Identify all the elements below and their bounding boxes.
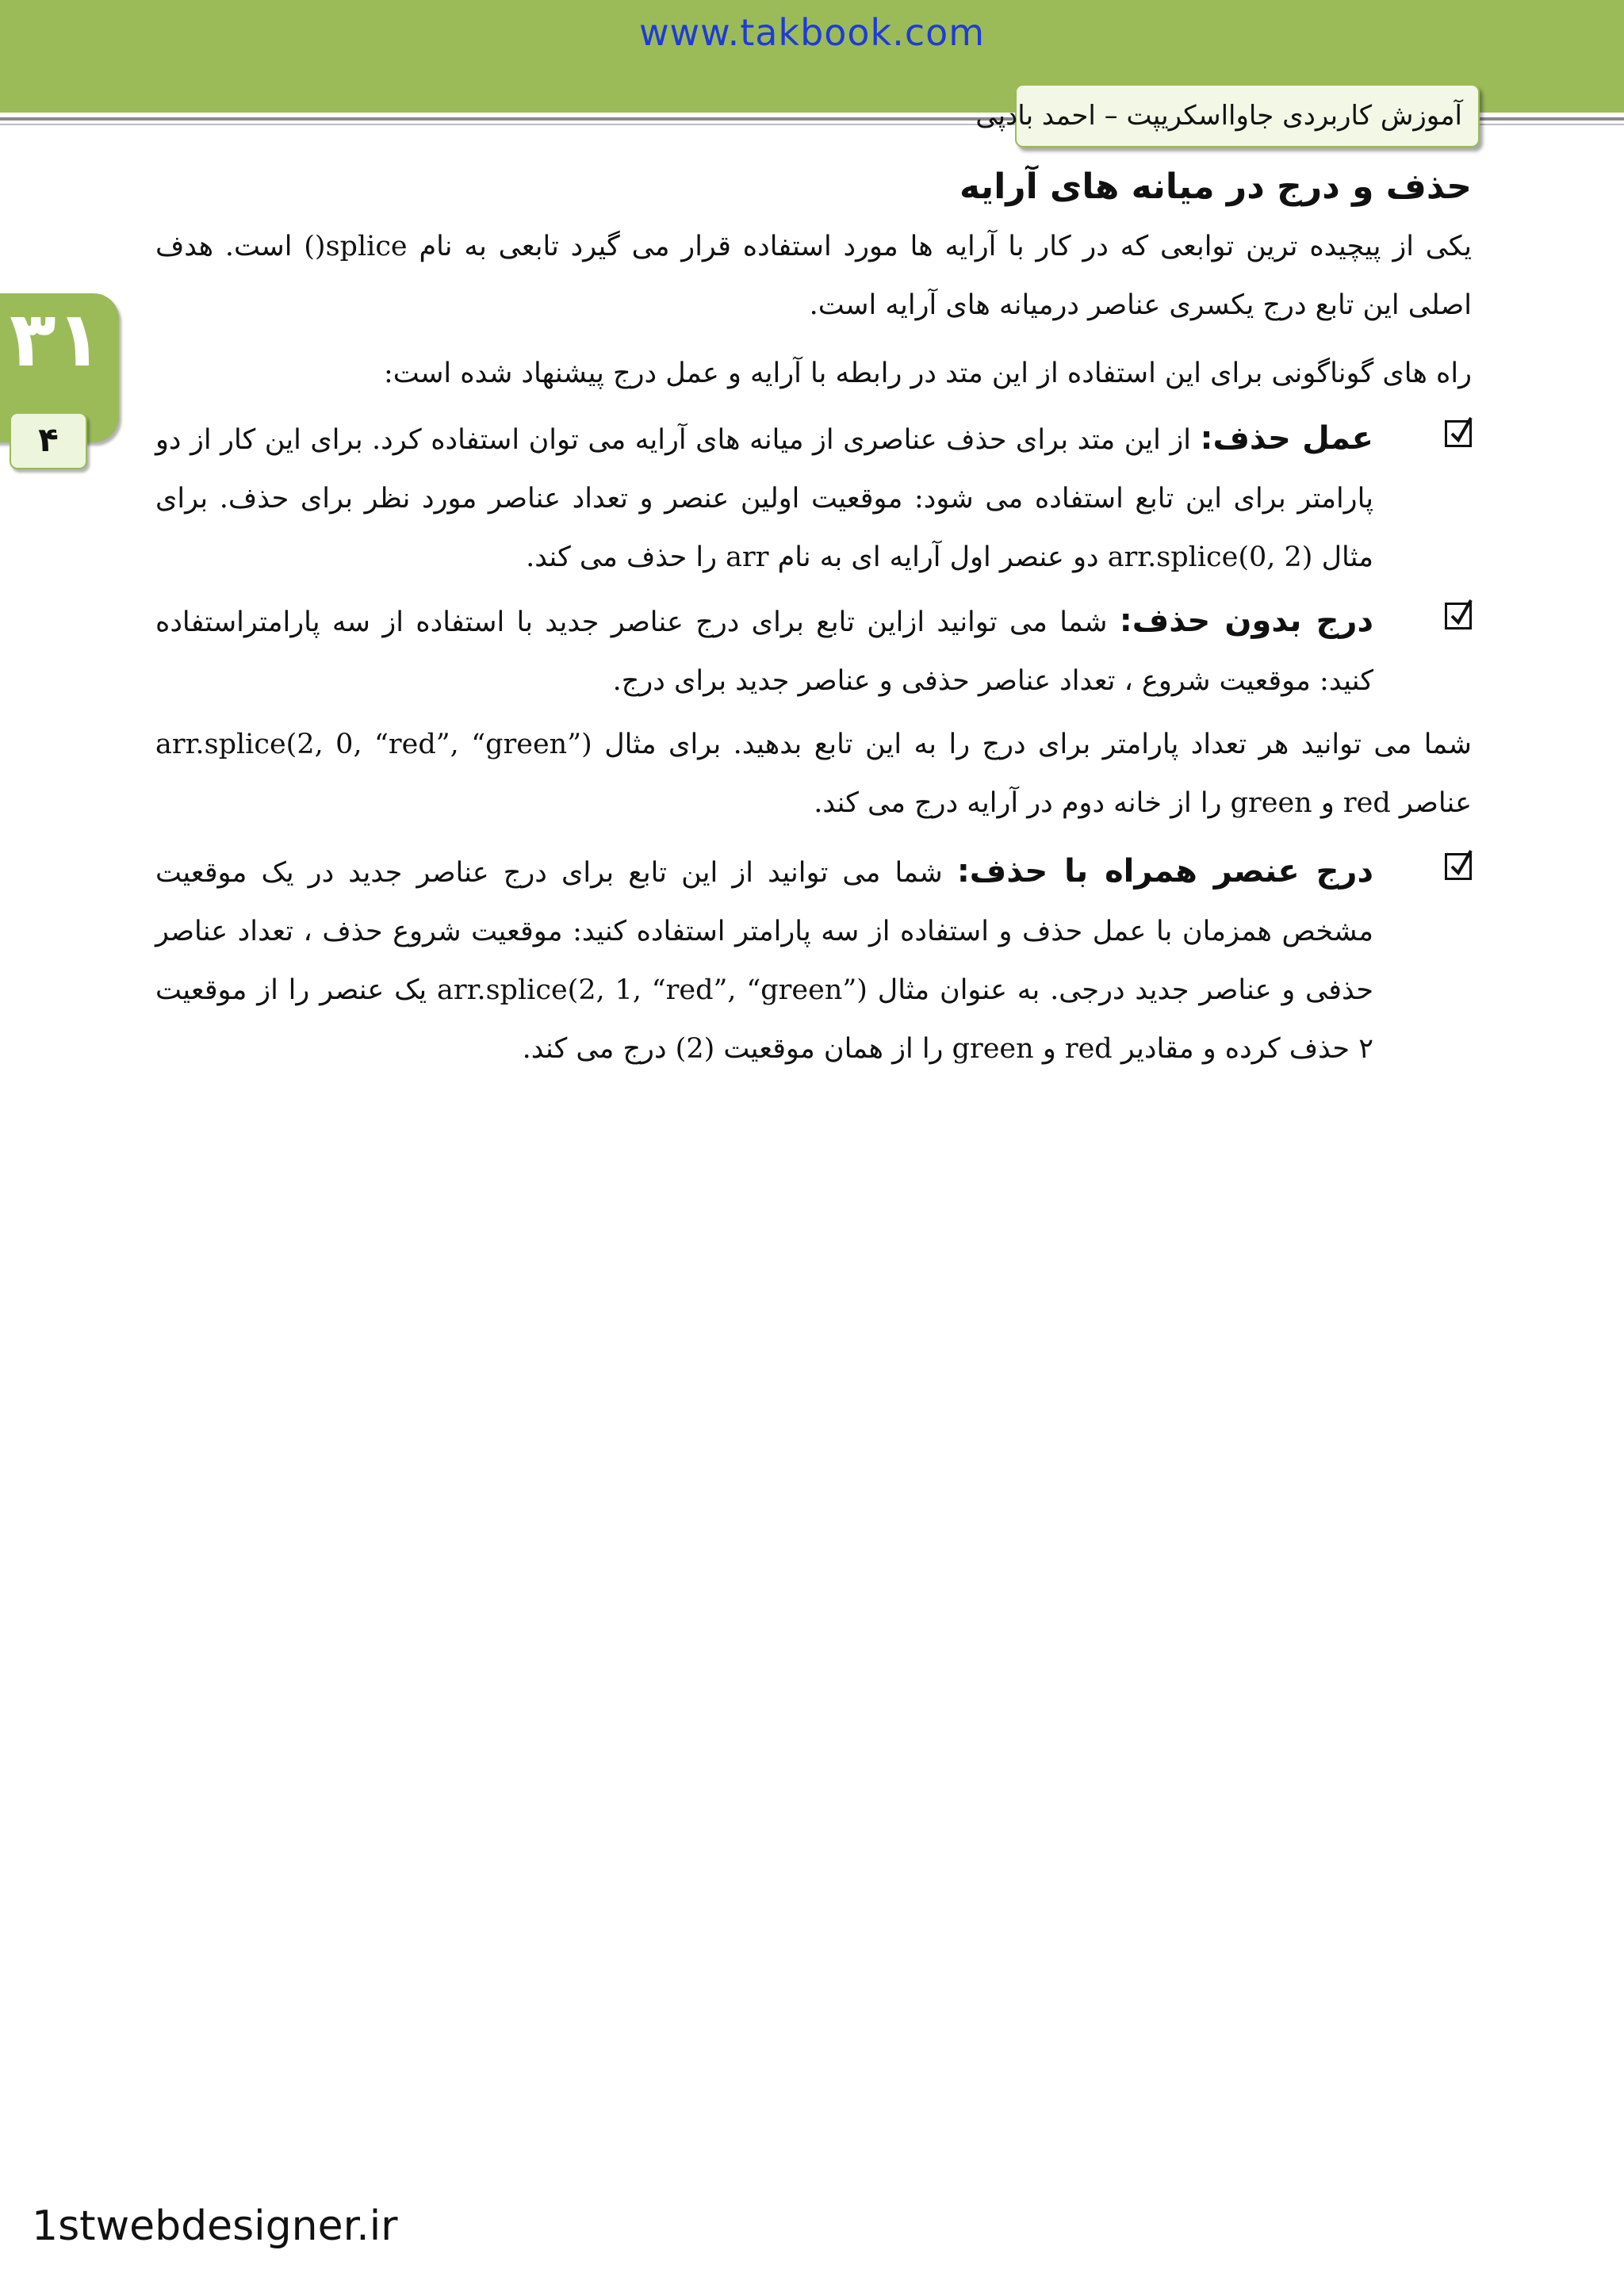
book-title: آموزش کاربردی جاوااسکریپت – احمد بادپی bbox=[975, 100, 1462, 132]
checkbox-checked-icon bbox=[1445, 420, 1472, 447]
intro-paragraph: یکی از پیچیده ترین توابعی که در کار با آرایه ها مورد استفاده قرار می گیرد تابعی به نام splice() است. هدف اصلی این تابع درج یکسری عناصر درمیانه های آرایه است. bbox=[155, 231, 1472, 321]
chapter-badge bbox=[10, 412, 87, 469]
item-text: از این متد برای حذف عناصری از میانه های آرایه می توان استفاده کرد. برای این کار از دو پارامتر برای این تابع استفاده می شود: موقعیت اولین عنصر و تعداد عناصر مورد نظر برای حذف. برای مثال arr.splice(0, 2) دو عنصر اول آرایه ای به نام arr را حذف می کند. bbox=[155, 424, 1373, 573]
list-item-delete bbox=[155, 409, 1472, 587]
page-number: ۳۱ bbox=[10, 295, 103, 384]
main-content bbox=[155, 159, 1472, 1083]
item-text: شما می توانید از این تابع برای درج عناصر جدید در یک موقعیت مشخص همزمان با عمل حذف و استفاده از سه پارامتر استفاده کنید: موقعیت شروع حذف ، تعداد عناصر حذفی و عناصر جدید درجی. به عنوان مثال arr.splice(2, 1, “red”, “green”) یک عنصر را از موقعیت ۲ حذف کرده و مقادیر red و green را از همان موقعیت (2) درج می کند. bbox=[155, 857, 1373, 1065]
section-title: حذف و درج در میانه های آرایه bbox=[959, 166, 1472, 207]
item-title: عمل حذف: bbox=[1200, 420, 1373, 457]
chapter-number: ۴ bbox=[38, 420, 59, 459]
footer-site[interactable]: 1stwebdesigner.ir bbox=[32, 2202, 398, 2250]
middle-paragraph: شما می توانید هر تعداد پارامتر برای درج را به این تابع بدهید. برای مثال arr.splice(2, 0, “red”, “green”) عناصر red و green را از خانه دوم در آرایه درج می کند. bbox=[155, 729, 1472, 819]
item-title: درج عنصر همراه با حذف: bbox=[956, 853, 1373, 890]
item-text: شما می توانید ازاین تابع برای درج عناصر جدید با استفاده از سه پارامتراستفاده کنید: موقعیت شروع ، تعداد عناصر حذفی و عناصر جدید برای درج. bbox=[155, 607, 1373, 697]
ways-paragraph: راه های گوناگونی برای این استفاده از این متد در رابطه با آرایه و عمل درج پیشنهاد شده است: bbox=[383, 358, 1472, 389]
book-title-tab bbox=[975, 84, 1480, 147]
checkbox-checked-icon bbox=[1445, 853, 1472, 880]
list-item-insert bbox=[155, 591, 1472, 710]
list-item-insert-delete bbox=[155, 842, 1472, 1078]
checkbox-checked-icon bbox=[1445, 603, 1472, 629]
site-url[interactable]: www.takbook.com bbox=[638, 11, 986, 54]
item-title: درج بدون حذف: bbox=[1119, 603, 1373, 639]
